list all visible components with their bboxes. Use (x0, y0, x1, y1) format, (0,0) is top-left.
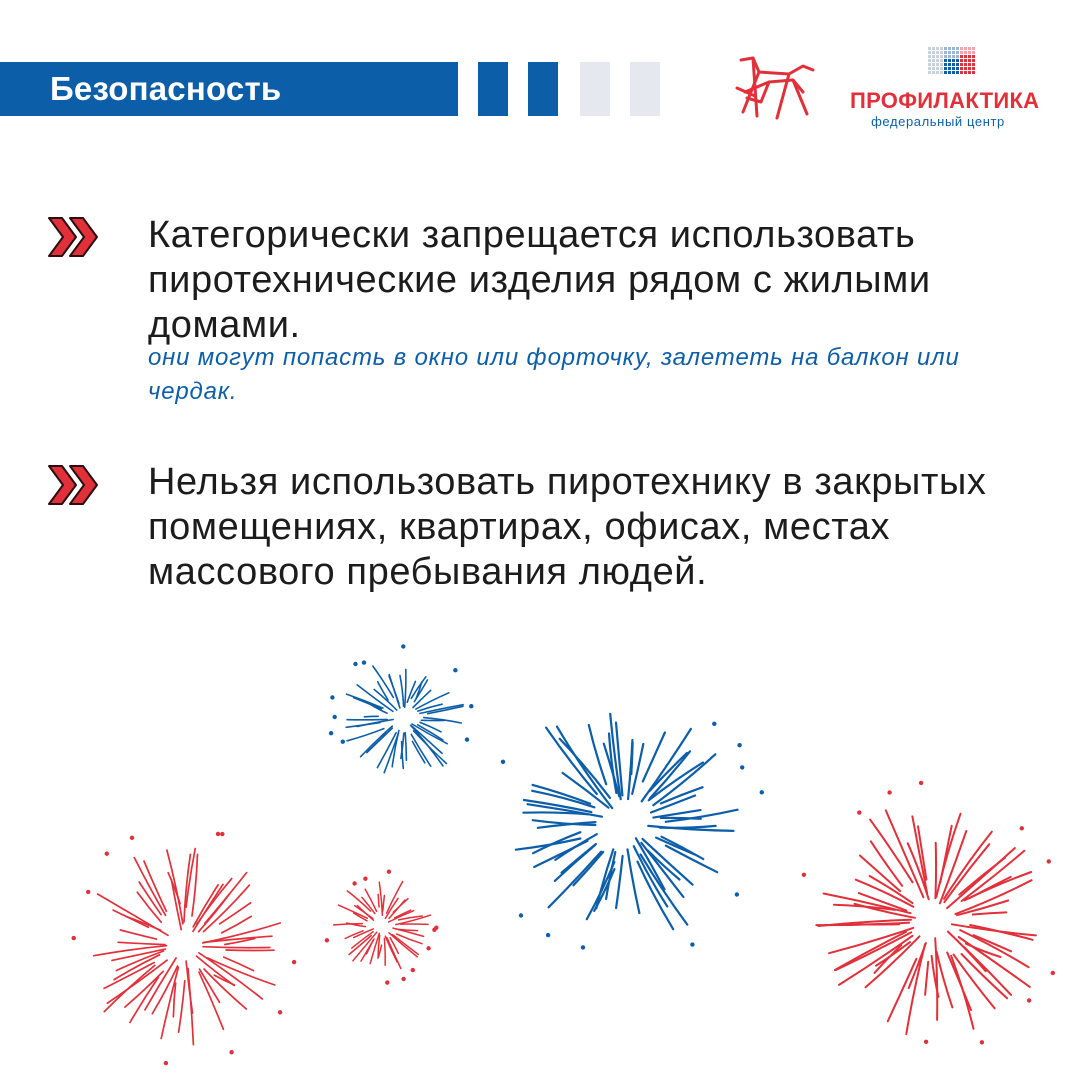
firework-icon (802, 781, 1055, 1045)
brand-subtitle: федеральный центр (871, 114, 1005, 129)
firework-icon (501, 714, 764, 950)
brand-name: ПРОФИЛАКТИКА (850, 88, 1040, 113)
firework-icon (329, 644, 474, 772)
rule-2-text: Нельзя использовать пиротехнику в закрытых помещениях, квартирах, офисах, местах массового пребывания людей. (148, 461, 987, 593)
header-title: Безопасность (50, 70, 282, 107)
rule-1-text: Категорически запрещается использовать пиротехнические изделия рядом с жилыми домами. (148, 214, 931, 346)
firework-icon (325, 870, 439, 985)
rule-1-note: они могут попасть в окно или форточку, залететь на балкон или чердак. (148, 344, 960, 405)
firework-icon (72, 832, 297, 1066)
